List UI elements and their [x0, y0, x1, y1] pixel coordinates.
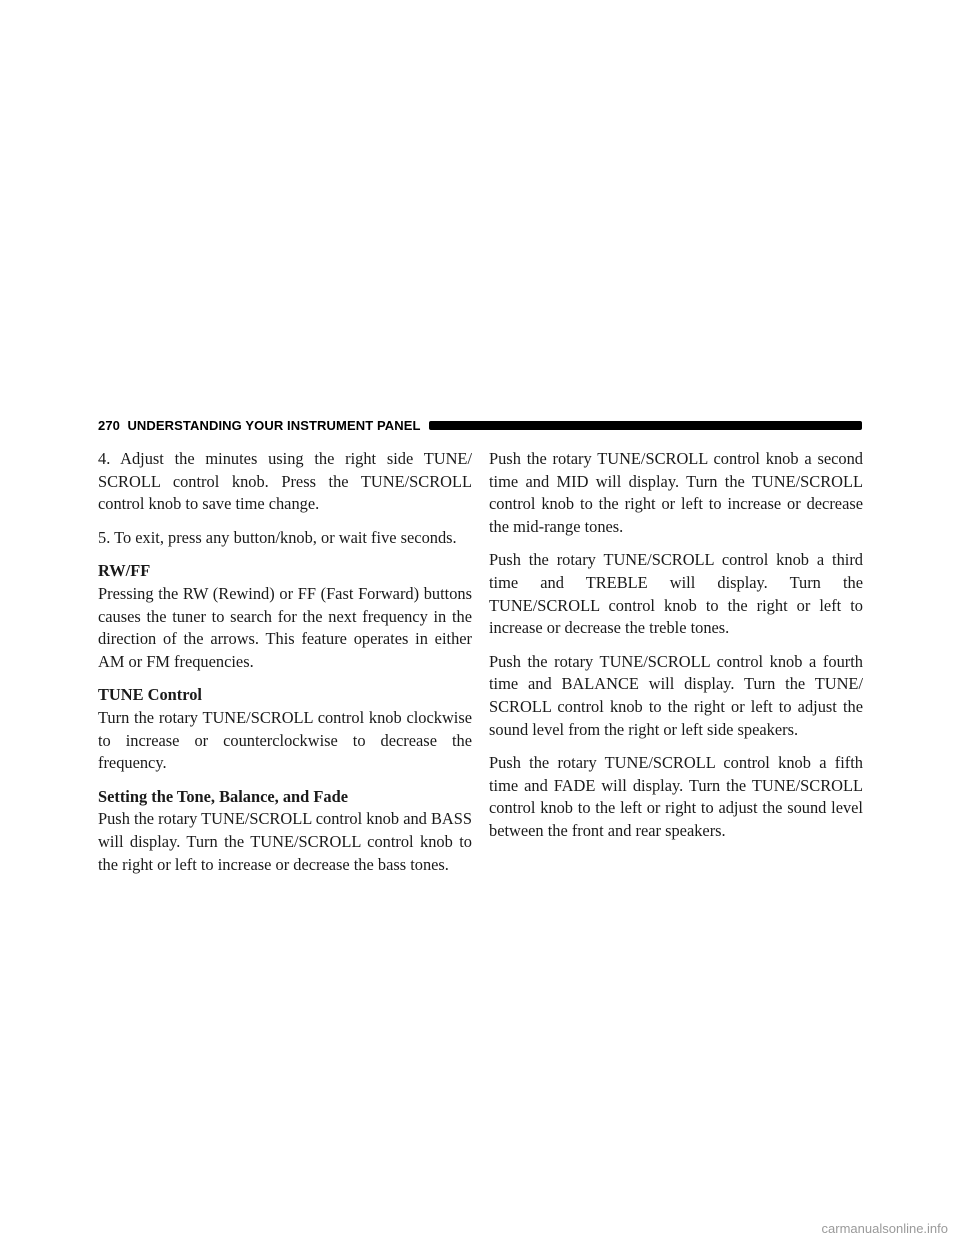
left-column — [98, 448, 472, 887]
page-number: 270 — [98, 417, 120, 433]
page-header — [98, 416, 862, 434]
paragraph-balance: Push the rotary TUNE/SCROLL control knob a fourth time and BALANCE will display. Turn the TUNE/ SCROLL control knob to the right or left to adjust the sound level from the right or left side speakers. — [489, 651, 863, 739]
page-header-text — [98, 418, 429, 433]
paragraph-adjust-minutes: 4. Adjust the minutes using the right side TUNE/ SCROLL control knob. Press the TUNE/SCROLL control knob to save time change. — [98, 449, 472, 514]
heading-tune-control: TUNE Control — [98, 685, 202, 705]
right-column — [489, 448, 863, 854]
paragraph-fade: Push the rotary TUNE/SCROLL control knob a fifth time and FADE will display. Turn the TUNE/SCROLL control knob to the left or right to adjust the sound level between the front and rear speakers. — [489, 753, 863, 840]
paragraph-exit: 5. To exit, press any button/knob, or wait five seconds. — [98, 527, 457, 547]
paragraph-treble: Push the rotary TUNE/SCROLL control knob a third time and TREBLE will display. Turn the TUNE/SCROLL control knob to the right or left to increase or decrease the treble tones. — [489, 550, 863, 638]
header-rule — [429, 421, 862, 430]
paragraph-mid: Push the rotary TUNE/SCROLL control knob a second time and MID will display. Turn the TUNE/SCROLL control knob to the right or left to increase or decrease the mid-range tones. — [489, 449, 863, 536]
heading-tone-balance-fade: Setting the Tone, Balance, and Fade — [98, 786, 348, 806]
section-title: UNDERSTANDING YOUR INSTRUMENT PANEL — [127, 417, 421, 433]
paragraph-bass: Push the rotary TUNE/SCROLL control knob and BASS will display. Turn the TUNE/SCROLL control knob to the right or left to increase or decrease the bass tones. — [98, 809, 472, 874]
footer-watermark: carmanualsonline.info — [821, 1221, 948, 1236]
paragraph-rw-ff: Pressing the RW (Rewind) or FF (Fast Forward) buttons causes the tuner to search for the next frequency in the direction of the arrows. This feature operates in either AM or FM frequencies. — [98, 583, 472, 671]
heading-rw-ff: RW/FF — [98, 561, 151, 581]
paragraph-tune-control: Turn the rotary TUNE/SCROLL control knob clockwise to increase or counterclockwise to decrease the frequency. — [98, 707, 472, 773]
